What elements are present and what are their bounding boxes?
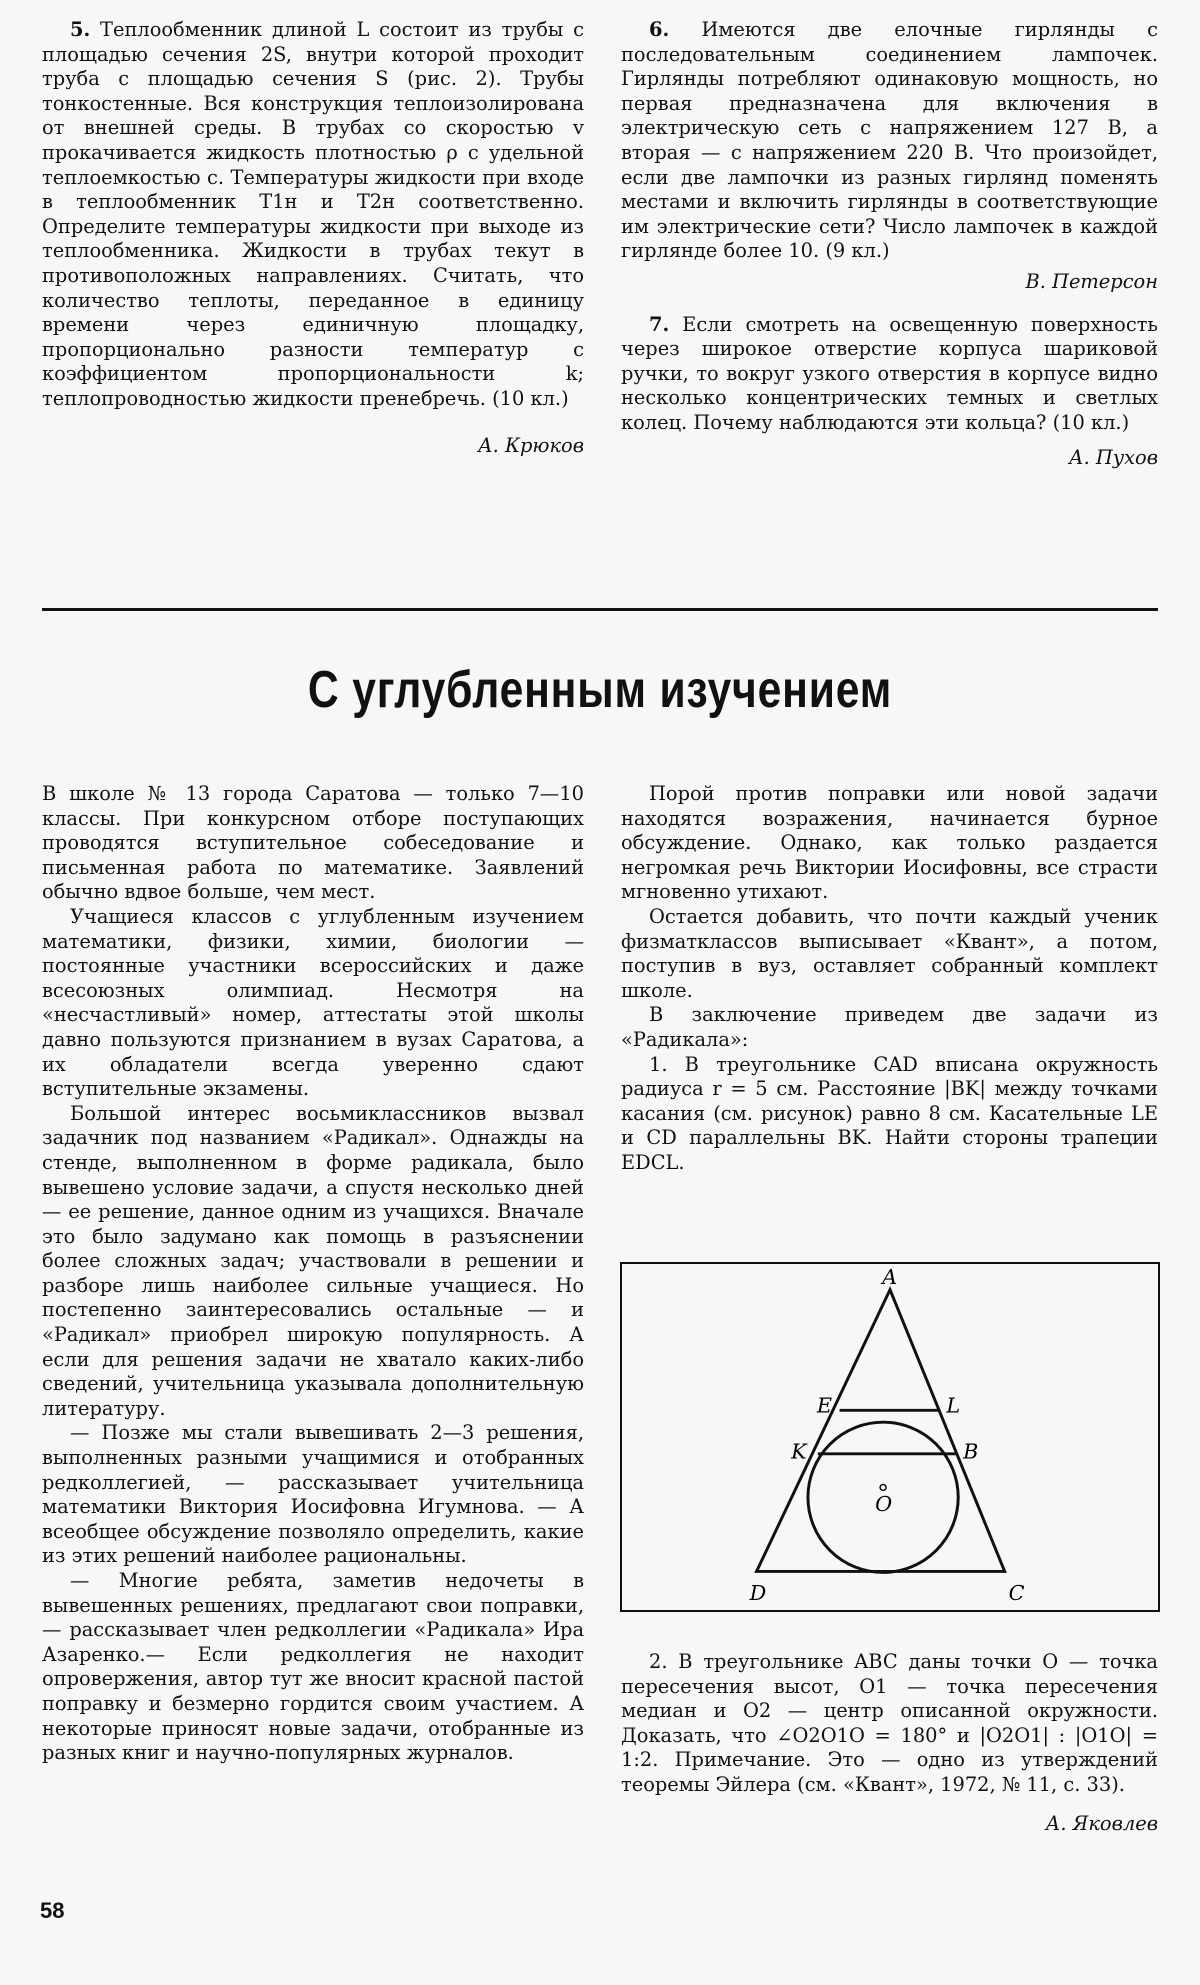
article-paragraph: В заключение приведем две задачи из «Радикала»: bbox=[621, 1003, 1158, 1051]
article-right-column bbox=[621, 782, 1158, 1176]
problem-7-text: 7. Если смотреть на освещенную поверхность через широкое отверстие корпуса шариковой ручки, то вокруг узкого отверстия в корпусе видно несколько концентрических темных и светлых колец. Почему наблюдаются эти кольца? (10 кл.) bbox=[621, 312, 1158, 434]
article-paragraph: — Позже мы стали вывешивать 2—3 решения, выполненных разными учащимися и отобранных редколлегией, — рассказывает учительница математики Виктория Иосифовна Игумнова. — А всеобщее обсуждение позволяло определить, какие из этих решений наиболее рациональны. bbox=[42, 1421, 584, 1568]
article-author: А. Яковлев bbox=[1045, 1811, 1158, 1835]
page-number: 58 bbox=[40, 1898, 65, 1923]
center-point bbox=[880, 1484, 886, 1490]
problem-7-author: А. Пухов bbox=[1068, 445, 1158, 469]
task-2: 2. В треугольнике ABC даны точки O — точка пересечения высот, O1 — точка пересечения медиан и O2 — центр описанной окружности. Доказать, что ∠O2O1O = 180° и |O2O1| : |O1O| = 1:2. Примечание. Это — одно из утверждений теоремы Эйлера (см. «Квант», 1972, № 11, с. 33). bbox=[621, 1650, 1158, 1796]
problem-5 bbox=[42, 18, 584, 458]
problems-6-7 bbox=[621, 18, 1158, 470]
problem-6-text: 6. Имеются две елочные гирлянды с последовательным соединением лампочек. Гирлянды потребляют одинаковую мощность, но первая предназначена для включения в электрическую сеть с напряжением 127 В, а вторая — с напряжением 220 В. Что произойдет, если две лампочки из разных гирлянд поменять местами и включить гирлянды в соответствующие им электрические сети? Число лампочек в каждой гирлянде более 10. (9 кл.) bbox=[621, 18, 1158, 263]
section-divider bbox=[42, 608, 1158, 611]
label-c: C bbox=[1008, 1581, 1025, 1606]
article-paragraph: В школе № 13 города Саратова — только 7—10 классы. При конкурсном отборе поступающих проводятся вступительное собеседование и письменная работа по математике. Заявлений обычно вдвое больше, чем мест. bbox=[42, 782, 584, 904]
article-paragraph: Порой против поправки или новой задачи находятся возражения, начинается бурное обсуждение. Однако, как только раздается негромкая речь Виктории Иосифовны, все страсти мгновенно утихают. bbox=[621, 782, 1158, 904]
article-paragraph: Учащиеся классов с углубленным изучением математики, физики, химии, биологии — постоянные участники всероссийских и даже всесоюзных олимпиад. Несмотря на «несчастливый» номер, аттестаты этой школы давно пользуются признанием в вузах Саратова, а их обладатели всегда уверенно сдают вступительные экзамены. bbox=[42, 904, 584, 1101]
article-paragraph: Остается добавить, что почти каждый ученик физматклассов выписывает «Квант», а потом, поступив в вуз, оставляет собранный комплект школе. bbox=[621, 904, 1158, 1002]
label-e: E bbox=[816, 1393, 833, 1418]
triangle-cad bbox=[757, 1290, 1005, 1572]
label-b: B bbox=[963, 1439, 979, 1464]
task-1: 1. В треугольнике CAD вписана окружность радиуса r = 5 см. Расстояние |BK| между точками касания (см. рисунок) равно 8 см. Касательные LE и CD параллельны BK. Найти стороны трапеции EDCL. bbox=[621, 1052, 1158, 1174]
problem-5-author: А. Крюков bbox=[477, 433, 584, 457]
label-k: K bbox=[791, 1439, 807, 1464]
task-2-block bbox=[621, 1650, 1158, 1836]
label-a: A bbox=[882, 1264, 898, 1289]
problem-5-number: 5. bbox=[70, 18, 91, 41]
article-title: С углубленным изучением bbox=[307, 661, 893, 719]
article-left-column bbox=[42, 782, 584, 1766]
label-d: D bbox=[749, 1581, 767, 1606]
triangle-diagram bbox=[622, 1264, 1158, 1610]
label-o: O bbox=[875, 1492, 893, 1517]
label-l: L bbox=[946, 1393, 961, 1418]
problem-6-number: 6. bbox=[649, 18, 670, 41]
problem-7-number: 7. bbox=[649, 312, 670, 336]
problem-5-text: 5. Теплообменник длиной L состоит из трубы с площадью сечения 2S, внутри которой проходит труба с площадью сечения S (рис. 2). Трубы тонкостенные. Вся конструкция теплоизолирована от внешней среды. В трубах со скоростью v прокачивается жидкость плотностью ρ с удельной теплоемкостью c. Температуры жидкости при входе в теплообменник T1н и T2н соответственно. Определите температуры жидкости при выходе из теплообменника. Жидкости в трубах текут в противоположных направлениях. Считать, что количество теплоты, переданное в единицу времени через единичную площадку, пропорционально разности температур с коэффициентом пропорциональности k; теплопроводностью жидкости пренебречь. (10 кл.) bbox=[42, 18, 584, 410]
geometry-figure bbox=[620, 1262, 1160, 1612]
article-paragraph: — Многие ребята, заметив недочеты в вывешенных решениях, предлагают свои поправки,— рассказывает член редколлегии «Радикала» Ира Азаренко.— Если редколлегия не находит опровержения, автор тут же вносит красной пастой поправку и безмерно гордится своим участием. А некоторые приносят новые задачи, отобранные из разных книг и научно-популярных журналов. bbox=[42, 1569, 584, 1765]
article-paragraph: Большой интерес восьмиклассников вызвал задачник под названием «Радикал». Однажды на стенде, выполненном в форме радикала, было вывешено условие задачи, а спустя несколько дней — ее решение, данное одним из учащихся. Вначале это было задумано как помощь в разъяснении более сложных задач; участвовали в решении и разборе лишь наиболее сильные учащиеся. Но постепенно заинтересовались остальные — и «Радикал» приобрел широкую популярность. А если для решения задачи не хватало каких-либо сведений, учительница указывала дополнительную литературу. bbox=[42, 1101, 584, 1420]
problem-6-author: В. Петерсон bbox=[1025, 269, 1158, 293]
